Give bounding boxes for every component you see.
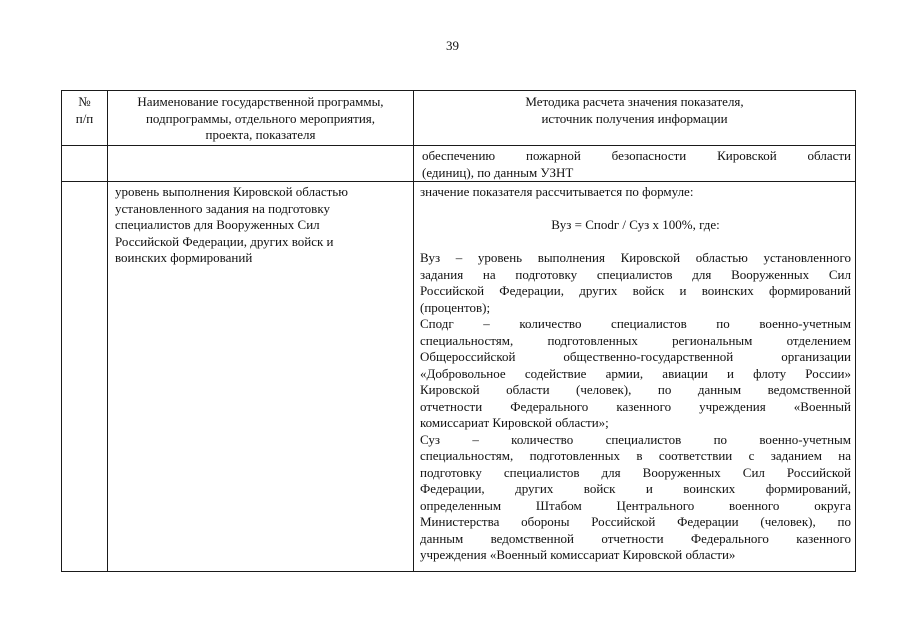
formula: Вуз = Спodг / Суз х 100%, где: <box>551 216 720 232</box>
vuz-definition-line: задания на подготовку специалистов для Вооруженных Сил <box>420 266 851 282</box>
indicator-name-cell <box>108 182 414 572</box>
spodg-definition-line: отчетности Федерального казенного учреждения «Военный <box>420 398 851 414</box>
header-method-line: источник получения информации <box>541 110 728 126</box>
indicator-name-line: установленного задания на подготовку <box>115 200 330 216</box>
header-number-cell <box>62 91 108 146</box>
indicator-name-line: уровень выполнения Кировской областью <box>115 184 348 199</box>
suz-definition-line: Федерации, других войск и воинских формирований, <box>420 481 851 496</box>
continuation-row <box>62 146 856 182</box>
continuation-line: обеспечению пожарной безопасности Кировской области <box>422 148 851 163</box>
formula-intro: значение показателя рассчитывается по формуле: <box>420 184 694 199</box>
header-name-line: подпрограммы, отдельного мероприятия, <box>145 110 376 126</box>
suz-definition-line: учреждения «Военный комиссариат Кировской области» <box>420 547 736 562</box>
header-name-cell <box>108 91 414 146</box>
suz-definition-line: Суз – количество специалистов по военно-учетным <box>420 431 851 447</box>
spodg-definition-line: «Добровольное содействие армии, авиации и флоту России» <box>420 365 851 381</box>
header-method-cell <box>414 91 856 146</box>
vuz-definition-line: Вуз – уровень выполнения Кировской областью установленного <box>420 250 851 265</box>
suz-definition-line: данным ведомственной отчетности Федерального казенного <box>420 530 851 546</box>
suz-definition-line: Министерства обороны Российской Федерации (человек), по <box>420 514 851 529</box>
indicator-row <box>62 182 856 572</box>
vuz-definition-line: (процентов); <box>420 299 491 315</box>
page-number: 39 <box>446 38 459 53</box>
header-name-line: проекта, показателя <box>205 127 316 142</box>
spodg-definition-line: комиссариат Кировской области»; <box>420 415 609 430</box>
indicator-method-cell <box>414 182 856 572</box>
indicator-name-line: специалистов для Вооруженных Сил <box>115 217 320 232</box>
continuation-method-cell <box>414 146 856 182</box>
spodg-definition-line: Кировской области (человек), по данным ведомственной <box>420 382 851 397</box>
indicator-number-cell <box>62 182 108 572</box>
spodg-definition-line: Общероссийской общественно-государственной организации <box>420 349 851 364</box>
continuation-line: (единиц), по данным УЗНТ <box>422 164 574 180</box>
indicator-name-line: Российской Федерации, других войск и <box>115 233 334 249</box>
continuation-name-cell <box>108 146 414 182</box>
suz-definition-line: определенным Штабом Центрального военного округа <box>420 497 851 513</box>
header-method-line: Методика расчета значения показателя, <box>525 94 744 109</box>
header-number-line: п/п <box>75 110 94 126</box>
header-name-line: Наименование государственной программы, <box>137 94 384 109</box>
spodg-definition-line: Сподг – количество специалистов по военно-учетным <box>420 316 851 331</box>
vuz-definition-line: Российской Федерации, других войск и воинских формирований <box>420 283 851 298</box>
indicator-methodology-table <box>61 90 856 572</box>
suz-definition-line: подготовку специалистов для Вооруженных Сил Российской <box>420 464 851 480</box>
spodg-definition-line: специальностям, подготовленных региональным отделением <box>420 332 851 348</box>
continuation-number-cell <box>62 146 108 182</box>
suz-definition-line: специальностям, подготовленных в соответствии с заданием на <box>420 448 851 463</box>
header-number-line: № <box>78 94 91 109</box>
indicator-name-line: воинских формирований <box>115 250 253 265</box>
table-header-row <box>62 91 856 146</box>
